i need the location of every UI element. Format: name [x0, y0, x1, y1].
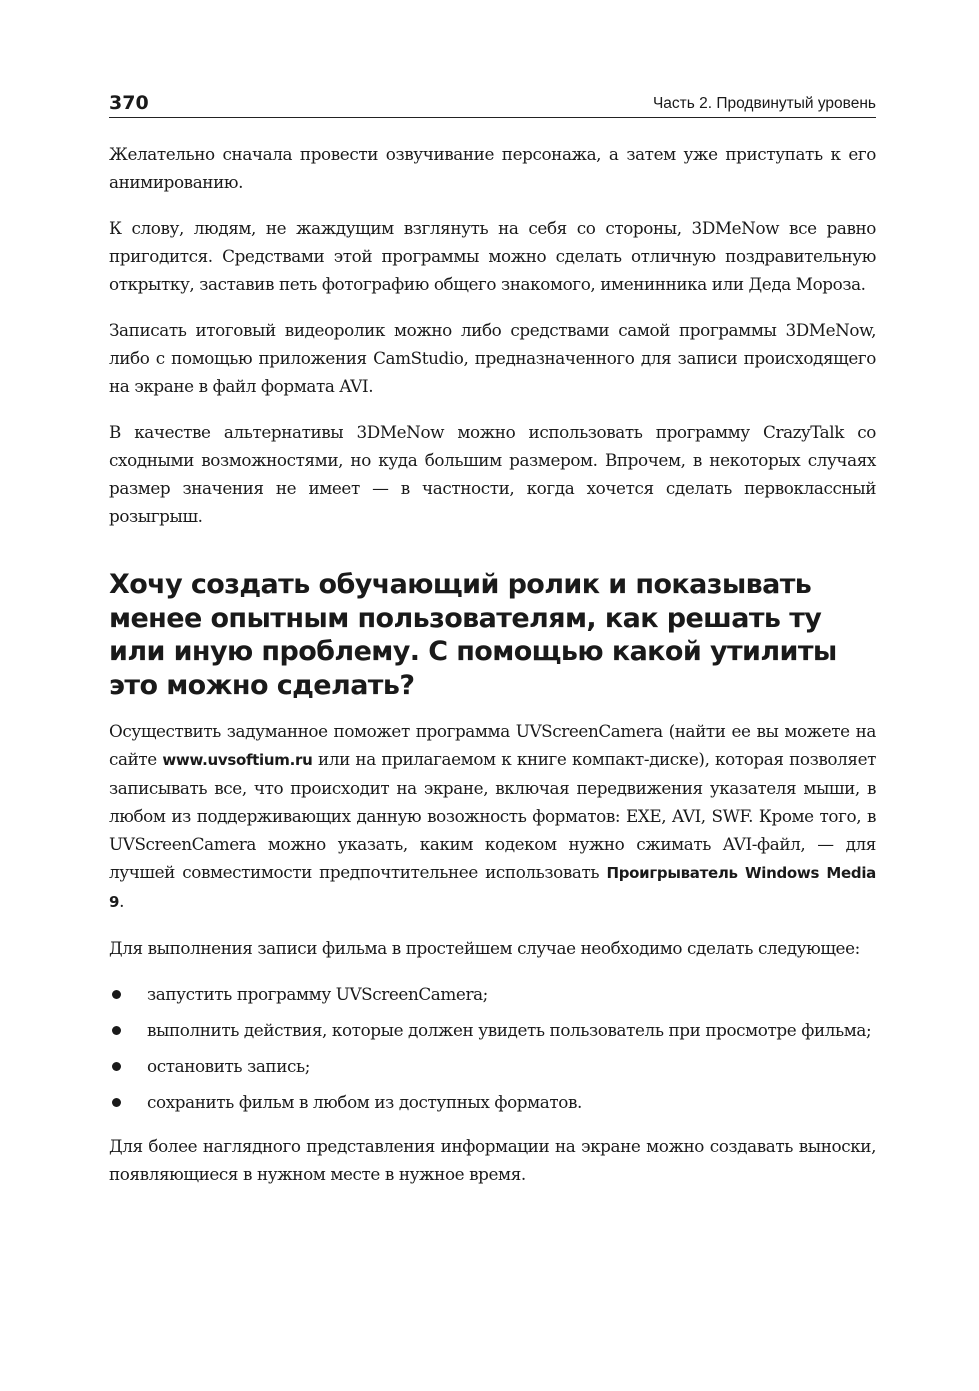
paragraph-alternative: В качестве альтернативы 3DMeNow можно использовать программу CrazyTalk со сходными возможностями, но куда большим размером. Впрочем, в некоторых случаях размер значения не имеет — в частности, когда хочется сделать первоклассный розыгрыш. [109, 422, 876, 526]
list-item-text: сохранить фильм в любом из доступных форматов. [147, 1092, 582, 1112]
page-number: 370 [109, 92, 149, 114]
paragraph-uvscreencamera [109, 717, 876, 916]
list-item-text: выполнить действия, которые должен увидеть пользователь при просмотре фильма; [147, 1020, 872, 1040]
paragraph-recording: Записать итоговый видеоролик можно либо средствами самой программы 3DMeNow, либо с помощью приложения CamStudio, предназначенного для записи происходящего на экране в файл формата AVI. [109, 320, 876, 396]
running-header [109, 88, 876, 118]
paragraph-greeting-card: К слову, людям, не жаждущим взглянуть на себя со стороны, 3DMeNow все равно пригодится. Средствами этой программы можно сделать отличную поздравительную открытку, заставив петь фотографию общего знакомого, именинника или Деда Мороза. [109, 218, 876, 294]
website-link: www.uvsoftium.ru [162, 751, 313, 769]
list-item [109, 1088, 876, 1116]
list-item [109, 1052, 876, 1080]
section-heading: Хочу создать обучающий ролик и показывать менее опытным пользователям, как решать ту или иную проблему. С помощью какой утилиты это можно сделать? [109, 569, 837, 701]
part-title: Часть 2. Продвинутый уровень [652, 95, 876, 112]
list-item [109, 1016, 876, 1044]
text-run: или на прилагаемом к книге компакт-диске), которая позволяет записывать все, что происходит на экране, включая передвижения указателя мыши, в любом из поддерживающих данную возожность форматов: EXE, AVI, SWF. Кроме того, в UVScreenCamera можно указать, каким кодеком нужно сжимать AVI-файл, — для лучшей совместимости предпочтительнее использовать [109, 749, 876, 882]
book-page [109, 88, 876, 1188]
player-name: Проигрыватель Windows Media 9 [109, 864, 876, 911]
steps-list [109, 980, 876, 1116]
paragraph-callouts: Для более наглядного представления информации на экране можно создавать выноски, появляющиеся в нужном месте в нужное время. [109, 1136, 876, 1184]
bullet-icon [112, 1026, 121, 1035]
text-run: . [119, 891, 125, 911]
bullet-icon [112, 1062, 121, 1071]
list-item-text: запустить программу UVScreenCamera; [147, 984, 488, 1004]
list-item-text: остановить запись; [147, 1056, 310, 1076]
bullet-icon [112, 1098, 121, 1107]
list-item [109, 980, 876, 1008]
paragraph-voiceover: Желательно сначала провести озвучивание персонажа, а затем уже приступать к его анимированию. [109, 144, 876, 192]
bullet-icon [112, 990, 121, 999]
text-run: Осуществить задуманное поможет программа UVScreenCamera (найти ее вы можете на сайте [109, 721, 876, 769]
paragraph-steps-intro: Для выполнения записи фильма в простейшем случае необходимо сделать следующее: [109, 938, 860, 958]
